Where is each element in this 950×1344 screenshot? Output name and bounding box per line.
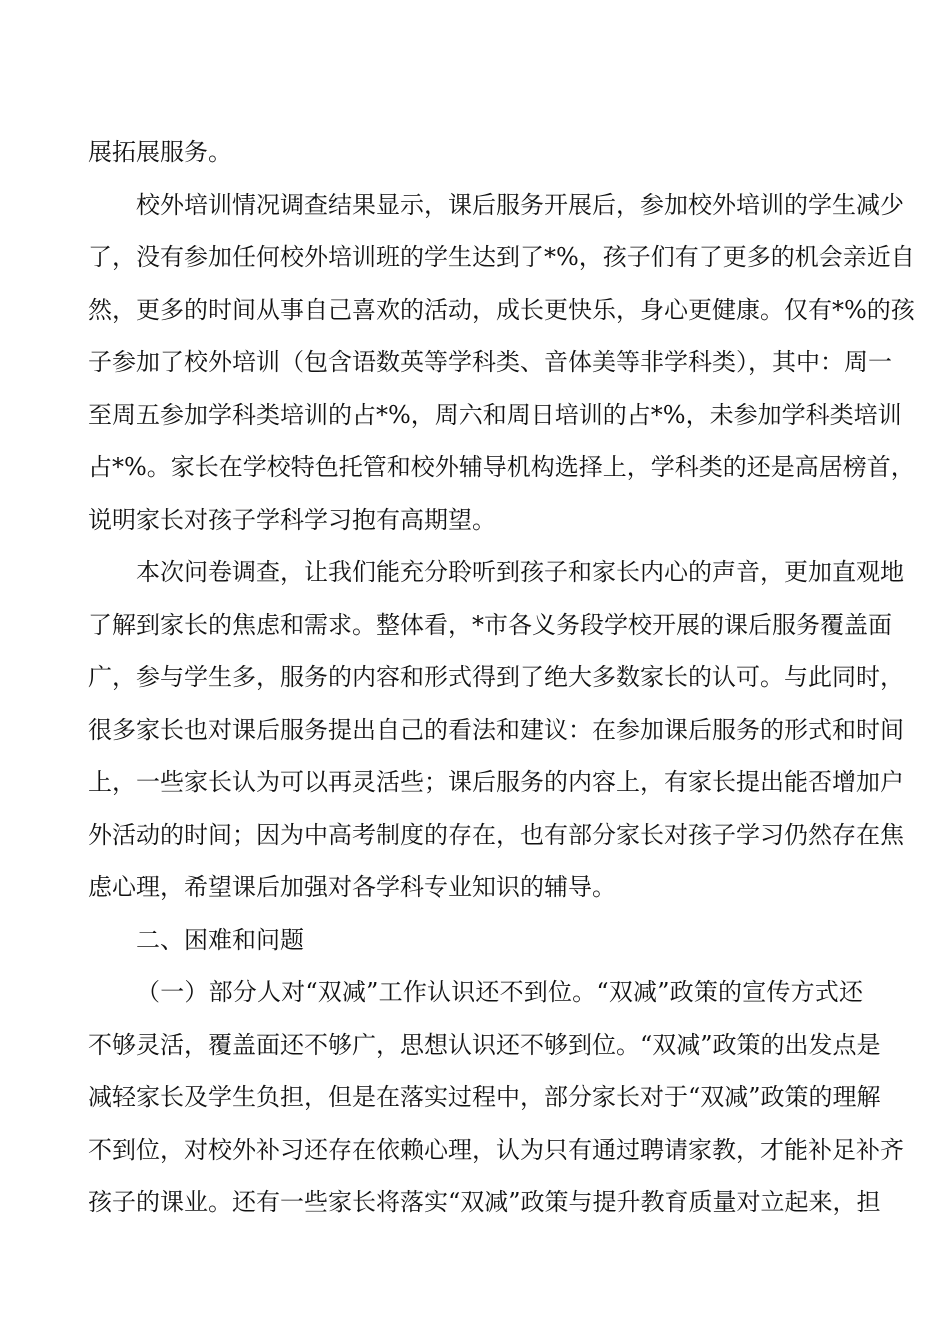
section-heading xyxy=(88,914,863,967)
section-heading-text: 二、困难和问题 xyxy=(136,925,304,954)
document-body xyxy=(88,126,915,1229)
paragraph-line: 孩子的课业。还有一些家长将落实“双减”政策与提升教育质量对立起来，担 xyxy=(88,1188,881,1216)
paragraph-2 xyxy=(88,179,915,547)
paragraph-line: 减轻家长及学生负担，但是在落实过程中，部分家长对于“双减”政策的理解 xyxy=(88,1083,881,1111)
paragraph-line: 子参加了校外培训（包含语数英等学科类、音体美等非学科类），其中：周一 xyxy=(88,348,892,376)
paragraph-line: （一）部分人对“双减”工作认识还不到位。“双减”政策的宣传方式还 xyxy=(136,978,863,1006)
paragraph-line: 虑心理，希望课后加强对各学科专业知识的辅导。 xyxy=(88,873,616,901)
paragraph-line: 广，参与学生多，服务的内容和形式得到了绝大多数家长的认可。与此同时， xyxy=(88,663,904,691)
paragraph-line: 了解到家长的焦虑和需求。整体看，*市各义务段学校开展的课后服务覆盖面 xyxy=(88,610,892,639)
paragraph-line: 校外培训情况调查结果显示，课后服务开展后，参加校外培训的学生减少 xyxy=(136,190,904,219)
paragraph-line: 至周五参加学科类培训的占*%，周六和周日培训的占*%，未参加学科类培训 xyxy=(88,400,902,429)
paragraph-line: 很多家长也对课后服务提出自己的看法和建议：在参加课后服务的形式和时间 xyxy=(88,715,904,744)
paragraph-line: 外活动的时间；因为中高考制度的存在，也有部分家长对孩子学习仍然存在焦 xyxy=(88,820,904,849)
paragraph-line: 不够灵活，覆盖面还不够广，思想认识还不够到位。“双减”政策的出发点是 xyxy=(88,1030,881,1059)
paragraph-5 xyxy=(88,966,904,1229)
paragraph-line: 占*%。家长在学校特色托管和校外辅导机构选择上，学科类的还是高居榜首， xyxy=(88,453,915,481)
paragraph-line: 上，一些家长认为可以再灵活些；课后服务的内容上，有家长提出能否增加户 xyxy=(88,768,904,796)
paragraph-line: 然，更多的时间从事自己喜欢的活动，成长更快乐，身心更健康。仅有*%的孩 xyxy=(88,295,915,324)
paragraph-line: 了，没有参加任何校外培训班的学生达到了*%，孩子们有了更多的机会亲近自 xyxy=(88,243,915,271)
paragraph-line: 展拓展服务。 xyxy=(88,138,232,166)
paragraph-1 xyxy=(88,126,863,179)
paragraph-line: 本次问卷调查，让我们能充分聆听到孩子和家长内心的声音，更加直观地 xyxy=(136,558,904,586)
paragraph-3 xyxy=(88,546,904,914)
paragraph-line: 不到位，对校外补习还存在依赖心理，认为只有通过聘请家教，才能补足补齐 xyxy=(88,1135,904,1164)
paragraph-line: 说明家长对孩子学科学习抱有高期望。 xyxy=(88,505,496,534)
